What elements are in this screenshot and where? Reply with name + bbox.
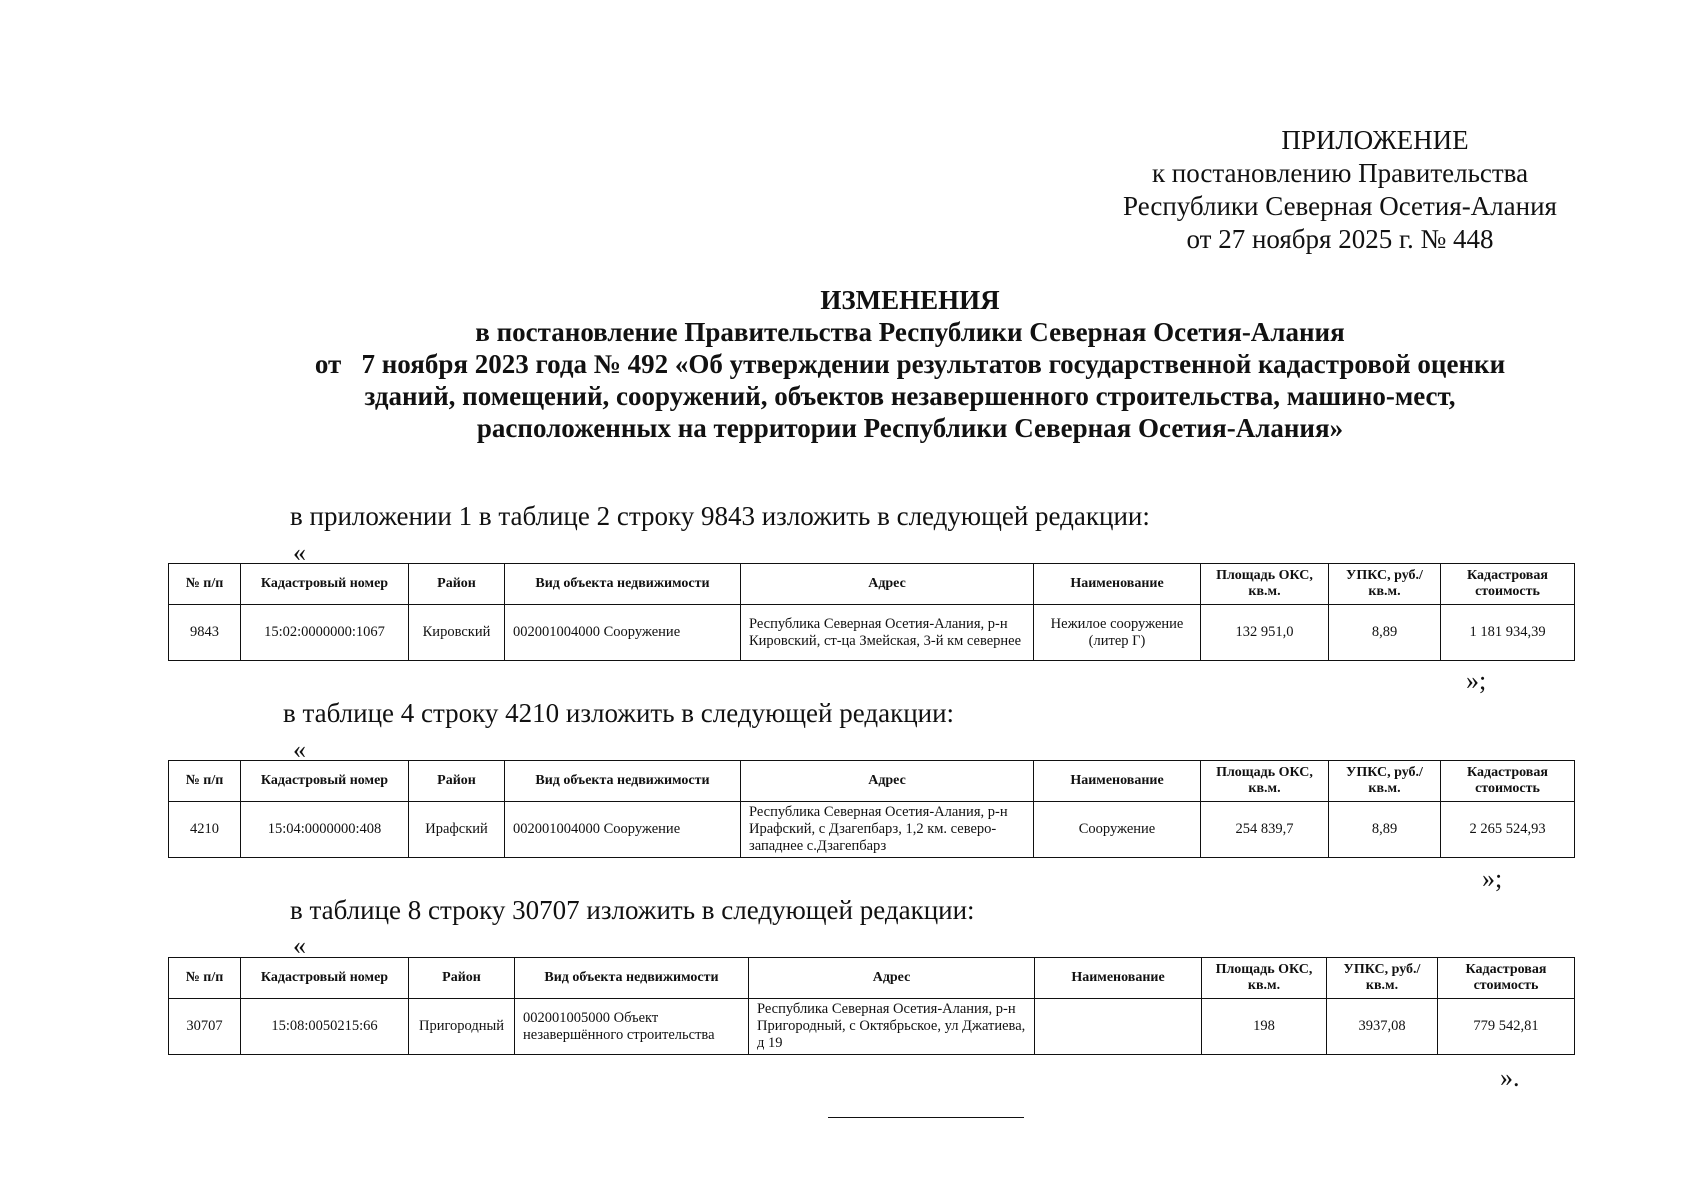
open-quote: «	[293, 538, 306, 567]
header-upks: УПКС, руб./кв.м.	[1329, 761, 1441, 802]
header-name: Наименование	[1035, 958, 1202, 999]
amendment-instruction: в приложении 1 в таблице 2 строку 9843 изложить в следующей редакции:	[290, 501, 1150, 531]
header-area: Площадь ОКС, кв.м.	[1202, 958, 1327, 999]
header-district: Район	[409, 958, 515, 999]
document-heading	[260, 284, 1560, 444]
header-type: Вид объекта недвижимости	[505, 564, 741, 605]
amendment-table	[168, 760, 1575, 858]
table-row	[169, 605, 1575, 661]
table-header-row	[169, 958, 1575, 999]
appendix-line: Республики Северная Осетия-Алания	[1123, 191, 1557, 221]
cell-cadastral: 15:08:0050215:66	[241, 999, 409, 1055]
cell-value: 1 181 934,39	[1441, 605, 1575, 661]
heading-line: зданий, помещений, сооружений, объектов незавершенного строительства, машино-мест,	[364, 381, 1456, 411]
cell-cadastral: 15:04:0000000:408	[241, 802, 409, 858]
header-district: Район	[409, 761, 505, 802]
cell-num: 30707	[169, 999, 241, 1055]
appendix-block	[1100, 124, 1580, 256]
amendment-instruction: в таблице 4 строку 4210 изложить в следующей редакции:	[283, 698, 955, 728]
open-quote: «	[293, 931, 306, 960]
header-value: Кадастровая стоимость	[1441, 564, 1575, 605]
cell-name: Сооружение	[1034, 802, 1201, 858]
close-quote: ».	[1500, 1063, 1520, 1092]
header-upks: УПКС, руб./кв.м.	[1327, 958, 1438, 999]
amendment-table	[168, 563, 1575, 661]
cell-address: Республика Северная Осетия-Алания, р-н Пригородный, с Октябрьское, ул Джатиева, д 19	[749, 999, 1035, 1055]
close-quote: »;	[1482, 864, 1503, 893]
cell-district: Кировский	[409, 605, 505, 661]
header-address: Адрес	[741, 761, 1034, 802]
header-cadastral: Кадастровый номер	[241, 564, 409, 605]
appendix-title: ПРИЛОЖЕНИЕ	[1281, 125, 1469, 155]
cell-cadastral: 15:02:0000000:1067	[241, 605, 409, 661]
header-area: Площадь ОКС, кв.м.	[1201, 564, 1329, 605]
header-name: Наименование	[1034, 761, 1201, 802]
cell-upks: 8,89	[1329, 802, 1441, 858]
cell-num: 9843	[169, 605, 241, 661]
cell-upks: 3937,08	[1327, 999, 1438, 1055]
header-num: № п/п	[169, 958, 241, 999]
end-divider-line	[828, 1117, 1024, 1118]
cell-num: 4210	[169, 802, 241, 858]
cell-district: Пригородный	[409, 999, 515, 1055]
cell-area: 198	[1202, 999, 1327, 1055]
header-address: Адрес	[749, 958, 1035, 999]
header-type: Вид объекта недвижимости	[505, 761, 741, 802]
appendix-line: к постановлению Правительства	[1151, 158, 1529, 188]
cell-area: 132 951,0	[1201, 605, 1329, 661]
header-upks: УПКС, руб./кв.м.	[1329, 564, 1441, 605]
header-value: Кадастровая стоимость	[1441, 761, 1575, 802]
header-cadastral: Кадастровый номер	[241, 761, 409, 802]
cell-name: Нежилое сооружение (литер Г)	[1034, 605, 1201, 661]
table-row	[169, 999, 1575, 1055]
cell-type: 002001004000 Сооружение	[505, 802, 741, 858]
appendix-date: от 27 ноября 2025 г. № 448	[1186, 224, 1494, 254]
cell-value: 779 542,81	[1438, 999, 1575, 1055]
header-address: Адрес	[741, 564, 1034, 605]
header-name: Наименование	[1034, 564, 1201, 605]
heading-title: ИЗМЕНЕНИЯ	[820, 285, 1000, 315]
cell-value: 2 265 524,93	[1441, 802, 1575, 858]
table-header-row	[169, 564, 1575, 605]
cell-address: Республика Северная Осетия-Алания, р-н Кировский, ст-ца Змейская, 3-й км севернее	[741, 605, 1034, 661]
close-quote: »;	[1466, 666, 1487, 695]
header-area: Площадь ОКС, кв.м.	[1201, 761, 1329, 802]
cell-district: Ирафский	[409, 802, 505, 858]
header-type: Вид объекта недвижимости	[515, 958, 749, 999]
heading-line: в постановление Правительства Республики Северная Осетия-Алания	[475, 317, 1345, 347]
heading-line: от 7 ноября 2023 года № 492 «Об утверждении результатов государственной кадастровой оценки	[314, 349, 1506, 379]
table-header-row	[169, 761, 1575, 802]
table-row	[169, 802, 1575, 858]
cell-area: 254 839,7	[1201, 802, 1329, 858]
heading-line: расположенных на территории Республики Северная Осетия-Алания»	[476, 413, 1344, 443]
cell-address: Республика Северная Осетия-Алания, р-н Ирафский, с Дзагепбарз, 1,2 км. северо-западнее с.Дзагепбарз	[741, 802, 1034, 858]
cell-type: 002001005000 Объект незавершённого строительства	[515, 999, 749, 1055]
header-value: Кадастровая стоимость	[1438, 958, 1575, 999]
header-num: № п/п	[169, 761, 241, 802]
header-district: Район	[409, 564, 505, 605]
amendment-table	[168, 957, 1575, 1055]
amendment-instruction: в таблице 8 строку 30707 изложить в следующей редакции:	[290, 895, 975, 925]
cell-type: 002001004000 Сооружение	[505, 605, 741, 661]
cell-upks: 8,89	[1329, 605, 1441, 661]
open-quote: «	[293, 735, 306, 764]
header-cadastral: Кадастровый номер	[241, 958, 409, 999]
cell-name	[1035, 999, 1202, 1055]
header-num: № п/п	[169, 564, 241, 605]
